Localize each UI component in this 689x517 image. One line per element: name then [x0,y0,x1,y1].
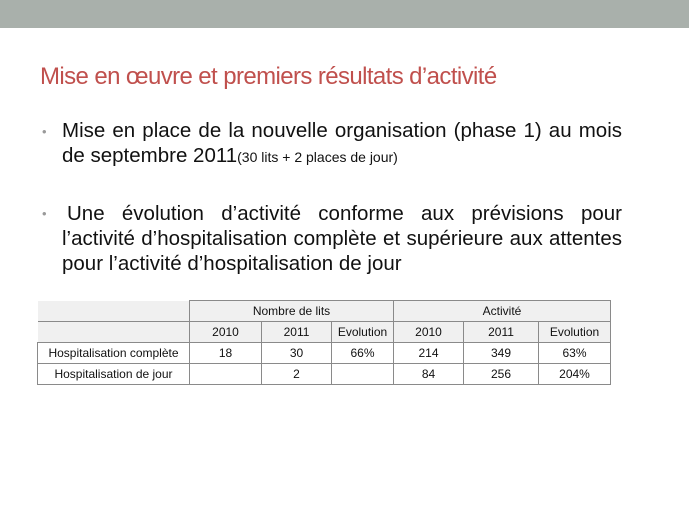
col-header: Evolution [332,322,394,343]
bullet-2-text: Une évolution d’activité conforme aux prévisions pour l’activité d’hospitalisation complète et supérieure aux attentes pour l’activité d’hospitalisation de jour [62,202,622,275]
slide-top-bar [0,0,689,28]
table-cell: 214 [394,343,464,364]
activity-table [37,300,611,385]
table-cell: 204% [539,364,611,385]
col-header: 2011 [464,322,539,343]
table-cell [190,364,262,385]
col-header: 2011 [262,322,332,343]
table-corner [38,301,190,322]
col-header: 2010 [190,322,262,343]
table-cell: 349 [464,343,539,364]
table-row [38,364,611,385]
bullet-dot: • [42,124,47,139]
table-row [38,343,611,364]
row-label: Hospitalisation de jour [38,364,190,385]
table-group-header-row [38,301,611,322]
table-subheader-row [38,322,611,343]
bullet-2 [62,201,622,276]
slide-title: Mise en œuvre et premiers résultats d’activité [40,63,497,90]
table-cell: 18 [190,343,262,364]
table-cell: 84 [394,364,464,385]
row-label: Hospitalisation complète [38,343,190,364]
col-header: 2010 [394,322,464,343]
bullet-1-text: Mise en place de la nouvelle organisation (phase 1) au mois de septembre 2011 [62,119,622,167]
table-cell: 66% [332,343,394,364]
table-cell [332,364,394,385]
table-cell: 2 [262,364,332,385]
group-header-nombre-de-lits: Nombre de lits [190,301,394,322]
col-header: Evolution [539,322,611,343]
bullet-dot: • [42,206,47,221]
group-header-activite: Activité [394,301,611,322]
table-cell: 63% [539,343,611,364]
table-corner [38,322,190,343]
bullet-1 [62,118,622,170]
bullet-1-note: (30 lits + 2 places de jour) [237,149,398,165]
table-cell: 256 [464,364,539,385]
table-cell: 30 [262,343,332,364]
